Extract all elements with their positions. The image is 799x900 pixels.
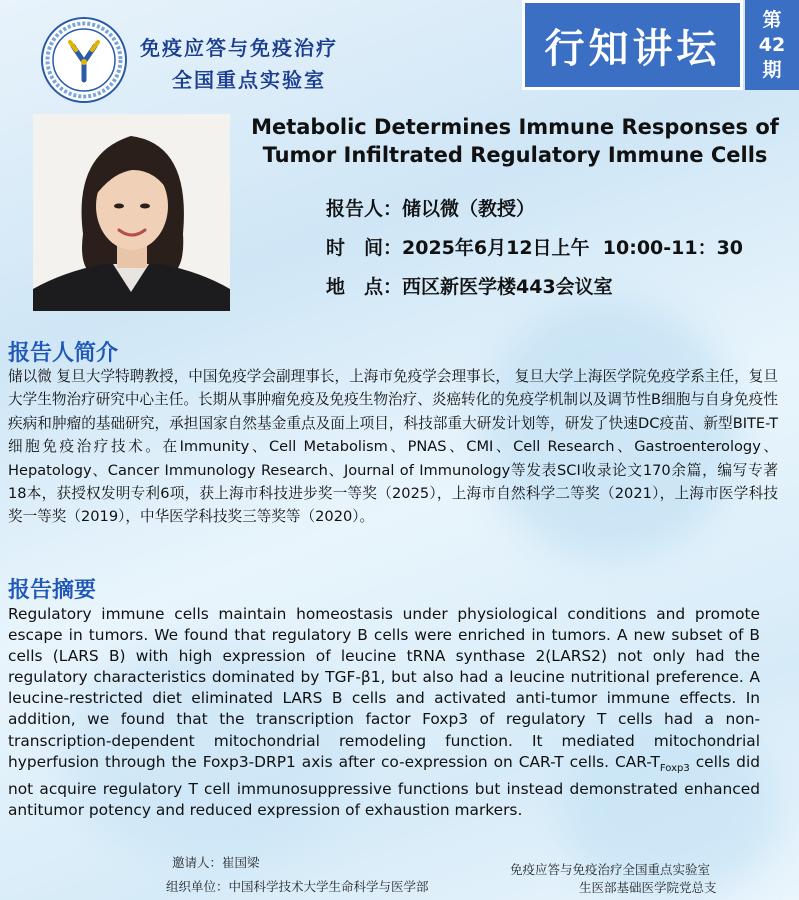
place-value: 西区新医学楼443会议室	[402, 276, 613, 298]
abstract-text	[8, 604, 760, 821]
time-value: 2025年6月12日上午 10:00-11：30	[402, 237, 744, 259]
organizer-label: 组织单位：	[166, 879, 229, 894]
lab-name-line1: 免疫应答与免疫治疗	[140, 36, 338, 60]
host-line2: 生医部基础医学院党总支	[579, 880, 717, 895]
talk-title-line1: Metabolic Determines Immune Responses of	[251, 115, 779, 139]
organizer-line	[166, 877, 429, 895]
inviter-line	[172, 853, 260, 871]
place-label: 地 点：	[326, 276, 403, 298]
inviter-label: 邀请人：	[172, 855, 223, 870]
speaker-line	[326, 194, 535, 221]
abstract-heading: 报告摘要	[8, 578, 97, 603]
organizer-name: 中国科学技术大学生命科学与医学部	[228, 879, 429, 894]
issue-prefix: 第	[762, 8, 782, 31]
time-label: 时 间：	[326, 237, 403, 259]
abstract-tail: cells did not acquire regulatory T cell immunosuppressive functions but instead demonstrated enhanced antitumor potency and reduced expression of exhaustion markers.	[8, 752, 760, 819]
lab-logo	[40, 16, 128, 104]
abstract-main: Regulatory immune cells maintain homeostasis under physiological conditions and promote escape in tumors. We found that regulatory B cells were enriched in tumors. A new subset of B cells (LARS B) with high expression of leucine tRNA synthase 2(LARS2) not only had the regulatory characteristics dominated by TGF-β1, but also had a leucine nutritional preference. A leucine-restricted diet eliminated LARS B cells and activated anti-tumor immune effects. In addition, we found that the transcription factor Foxp3 of regulatory T cells had a non-transcription-dependent mitochondrial remodeling function. It mediated mitochondrial hyperfusion through the Foxp3-DRP1 axis after co-expression on CAR-T cells. CAR-T	[8, 605, 760, 771]
speaker-photo	[33, 114, 230, 311]
bio-heading: 报告人简介	[8, 341, 119, 366]
place-line	[326, 272, 613, 299]
bio-text: 储以微 复旦大学特聘教授，中国免疫学会副理事长，上海市免疫学会理事长， 复旦大学上海医学院免疫学系主任，复旦大学生物治疗研究中心主任。长期从事肿瘤免疫及免疫生物治疗、炎癌转化的免疫学机制以及调节性B细胞与自身免疫性疾病和肿瘤的基础研究，承担国家自然基金重点及面上项目，科技部重大研发计划等，研发了快速DC疫苗、新型BITE-T细胞免疫治疗技术。在Immunity、Cell Metabolism、PNAS、CMI、Cell Research、Gastroenterology、Hepatology、Cancer Immunology Research、Journal of Immunology等发表SCI收录论文170余篇，编写专著18本，获授权发明专利6项，获上海市科技进步奖一等奖（2025），上海市自然科学二等奖（2021），上海市医学科技奖一等奖（2019），中华医学科技奖三等奖等（2020）。	[8, 368, 778, 526]
inviter-name: 崔国梁	[222, 855, 260, 870]
host-line1: 免疫应答与免疫治疗全国重点实验室	[510, 862, 711, 877]
issue-number: 42	[758, 33, 786, 56]
speaker-name: 储以微（教授）	[402, 198, 536, 220]
issue-suffix: 期	[762, 58, 782, 81]
abstract-subscript: Foxp3	[659, 762, 690, 774]
talk-title-line2: Tumor Infiltrated Regulatory Immune Cells	[262, 143, 768, 167]
issue-badge	[745, 0, 799, 90]
talk-title	[240, 113, 790, 169]
speaker-portrait-image	[33, 114, 230, 311]
lab-name-line2: 全国重点实验室	[172, 68, 326, 92]
speaker-label: 报告人：	[326, 198, 403, 220]
time-line	[326, 233, 743, 260]
series-title: 行知讲坛	[522, 0, 743, 90]
